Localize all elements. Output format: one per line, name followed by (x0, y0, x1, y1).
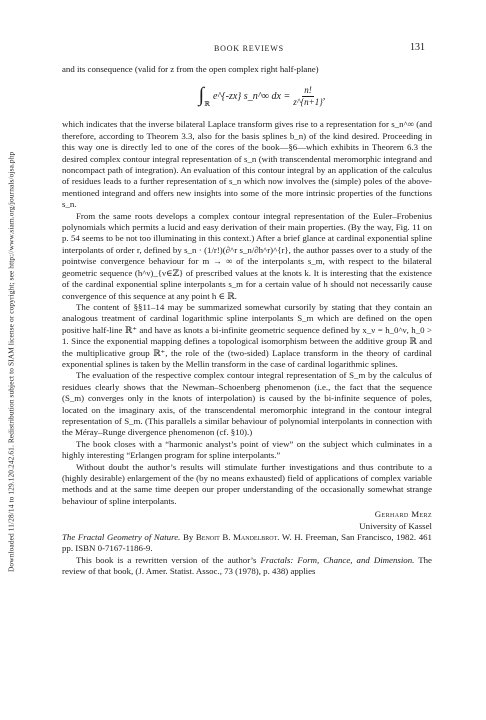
by-label: By (182, 532, 194, 543)
integral-domain: ℝ (204, 99, 210, 108)
reviewer-signature (62, 509, 432, 532)
formula-numerator: n! (302, 85, 314, 97)
formula-integrand: e^{-zx} s_n^∞ dx = (212, 90, 291, 102)
next-review-heading (62, 532, 432, 555)
book-author: Benoit B. Mandelbrot. (195, 532, 280, 543)
reviewer-name: Gerhard Merz (374, 509, 432, 520)
formula-denominator: z^{n+1} (293, 96, 323, 107)
paragraph: The book closes with a “harmonic analyst’s point of view” on the subject which culminates in a highly interesting “Erlangen program for spline interpolants.” (62, 438, 432, 461)
integral-sign: $\int_ℝ$ (198, 83, 210, 108)
referenced-book-title: Fractals: Form, Chance, and Dimension. (260, 554, 415, 565)
publisher-info: W. H. Freeman, San Francisco, 1982. 461 pp. ISBN 0-7167-1186-9. (62, 532, 432, 554)
para-7-start: This book is a rewritten version of the author’s (76, 554, 257, 565)
article-body (62, 64, 432, 578)
paragraph: which indicates that the inverse bilateral Laplace transform gives rise to a representation for s_n^∞ (and therefore, according to Theorem 3.3, also for the basis splines b_n) of the kind desired. Proceeding in this way one is directly led to one of the cores of the book—§6—which exhibits in Theorem 6.3 the desired complex contour integral representation of s_n (with transcendental meromorphic integrand and noncompact path of integration). An evaluation of this contour integral by an application of the calculus of residues leads to a further representation of s_n which now involves the (simple) poles of the above-mentioned integrand and offers new insights into some of the more intrinsic properties of the functions s_n. (62, 119, 432, 210)
page-number: 131 (410, 42, 425, 53)
intro-line: and its consequence (valid for z from the open complex right half-plane) (62, 64, 319, 74)
laplace-formula (92, 79, 432, 113)
paragraph: Without doubt the author’s results will stimulate further investigations and thus contribute to a (highly desirable) enlargement of the (by no means exhausted) field of applications of complex variable methods and at the same time deepen our proper understanding of the occasionally somewhat strange behaviour of spline interpolants. (62, 461, 432, 506)
download-notice-sidebar: Downloaded 11/28/14 to 129.120.242.61. Redistribution subject to SIAM license or copyright; see http://www.siam.org/journals/ojsa.php (6, 151, 16, 573)
para-7-end: The review of that book, (J. Amer. Statist. Assoc., 73 (1978), p. 438) applies (62, 554, 432, 577)
paragraph: From the same roots develops a complex contour integral representation of the Euler–Frobenius polynomials which permits a lucid and easy derivation of their main properties. (By the way, Fig. 11 on p. 54 seems to be not too illuminating in this context.) After a brief glance at cardinal exponential spline interpolants of order r, defined by s_n · (1/r!)(∂^r s_n/∂h^r)^{r}, the author passes over to a study of the pointwise convergence behaviour for m → ∞ of the interpolants s_m, with respect to the bilateral geometric sequence (h^ν)_{ν∈ℤ} of prescribed values at the knots k. It is interesting that the existence of the cardinal exponential spline interpolants s_m for a certain value of h should not necessarily cause convergence of this sequence at any point h ∈ ℝ. (62, 210, 432, 301)
paragraph: The content of §§11–14 may be summarized somewhat cursorily by stating that they contain an analogous treatment of cardinal logarithmic spline interpolants S_m which are defined on the open positive half-line ℝ⁺ and have as knots a bi-infinite geometric sequence defined by x_ν = h_0^ν, h_0 > 1. Since the exponential mapping defines a topological isomorphism between the additive group ℝ and the multiplicative group ℝ⁺, the role of the (two-sided) Laplace transform in the theory of cardinal exponential splines is taken by the Mellin transform in the case of cardinal logarithmic splines. (62, 301, 432, 369)
running-title: BOOK REVIEWS (214, 44, 284, 53)
paragraph (62, 555, 432, 578)
reviewer-affiliation: University of Kassel (359, 520, 432, 531)
book-title: The Fractal Geometry of Nature. (62, 532, 181, 543)
formula-fraction (293, 85, 323, 109)
formula-trailing: , (322, 90, 326, 102)
paragraph: The evaluation of the respective complex contour integral representation of S_m by the calculus of residues clearly shows that the Newman–Schoenberg phenomenon (i.e., the fact that the sequence (S_m) converges only in the knots of interpolation) is caused by the bi-infinite sequence of poles, located on the imaginary axis, of the transcendental meromorphic integrand in the contour integral representation of S_m. (This parallels a similar behaviour of polynomial interpolants in connection with the Méray–Runge divergence phenomenon (cf. §10).) (62, 370, 432, 438)
